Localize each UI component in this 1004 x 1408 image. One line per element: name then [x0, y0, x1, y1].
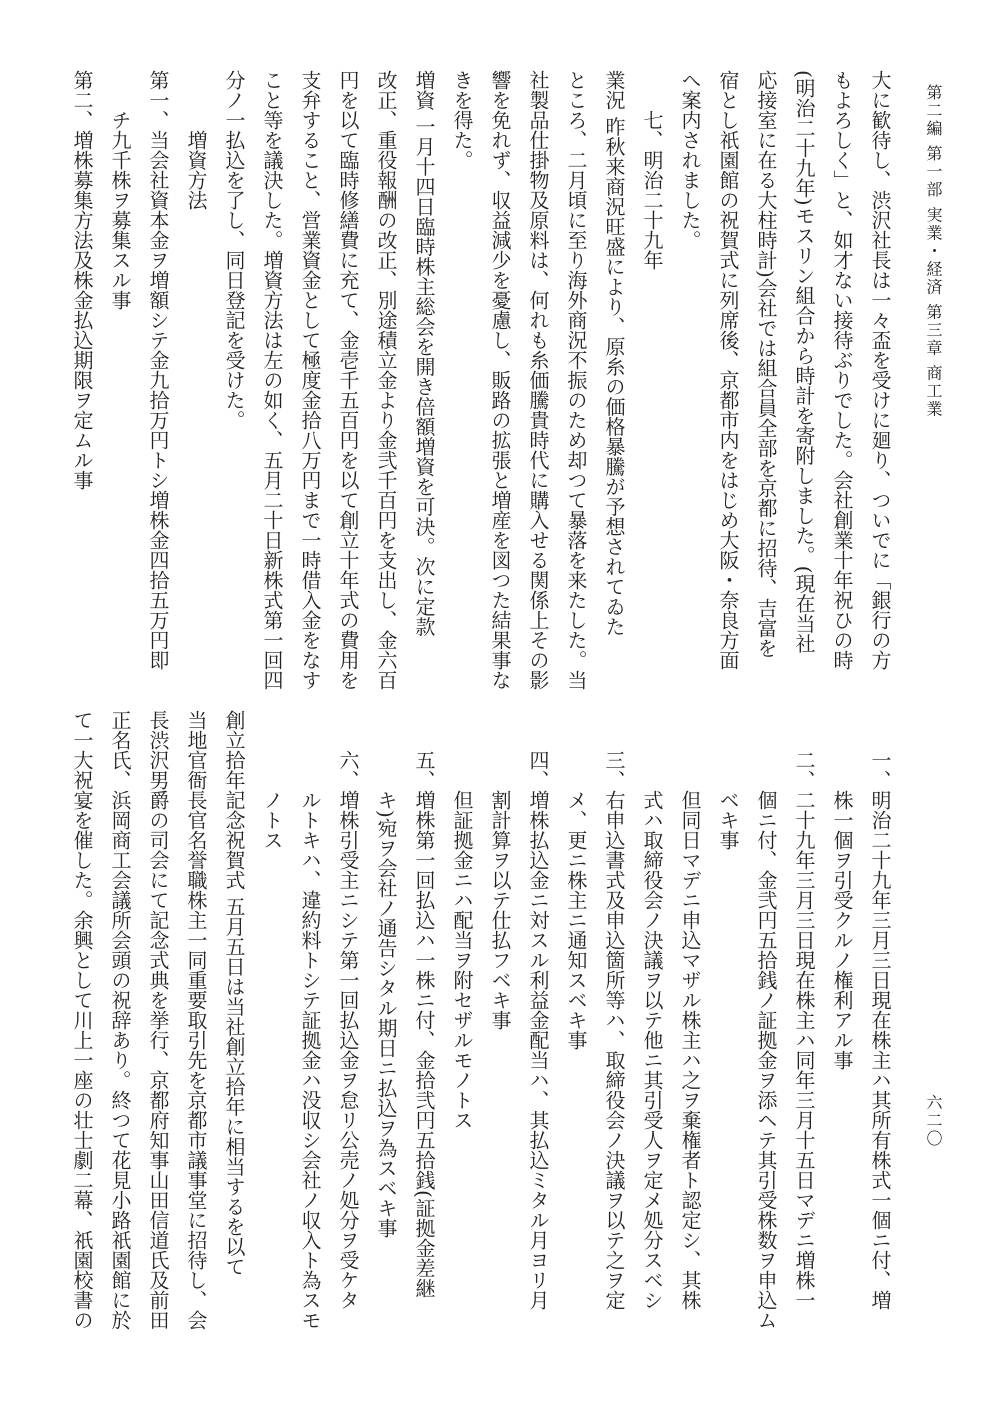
text-column: 業況 昨秋来商況旺盛により、原糸の価格暴騰が予想されてゐた — [602, 70, 626, 637]
text-column: こと等を議決した。増資方法は左の如く、五月二十日新株式第一回四 — [260, 70, 284, 690]
text-column: 社製品仕掛物及原料は、何れも糸価騰貴時代に購入せる関係上その影 — [526, 70, 550, 690]
text-column: 大に歓待し、渋沢社長は一々盃を受けに廻り、ついでに「銀行の方 — [868, 70, 892, 670]
text-column: 改正、重役報酬の改正、別途積立金より金弐千百円を支出し、金六百 — [374, 70, 398, 690]
text-column: キ)宛ヲ会社ノ通告シタル期日ニ払込ヲ為スベキ事 — [374, 790, 398, 1238]
text-column: ノトス — [260, 790, 284, 850]
text-column: ベキ事 — [716, 790, 740, 850]
text-column: 一、明治二十九年三月三日現在株主ハ其所有株式一個ニ付、増 — [868, 750, 892, 1310]
text-column: 四、増株払込金ニ対スル利益金配当ハ、其払込ミタル月ヨリ月 — [526, 750, 550, 1310]
text-column: 分ノ一払込を了し、同日登記を受けた。 — [222, 70, 246, 430]
text-column: 正名氏、浜岡商工会議所会頭の祝辞あり。終つて花見小路祇園館に於 — [108, 710, 132, 1330]
text-column: へ案内されました。 — [678, 70, 702, 250]
text-column: て一大祝宴を催した。余興として川上一座の壮士劇二幕、祇園校書の — [70, 710, 94, 1330]
text-column: 三、右申込書式及申込箇所等ハ、取締役会ノ決議ヲ以テ之ヲ定 — [602, 750, 626, 1310]
text-column: きを得た。 — [450, 70, 474, 170]
text-column: 二、二十九年三月三日現在株主ハ同年三月十五日マデニ増株一 — [792, 750, 816, 1310]
text-column: 五、増株第一回払込ハ一株ニ付、金拾弐円五拾銭(証拠金差継 — [412, 750, 436, 1298]
text-column: (明治二十九年)モスリン組合から時計を寄附しました。(現在当社 — [792, 70, 816, 654]
text-column: 但同日マデニ申込マザル株主ハ之ヲ棄権者ト認定シ、其株 — [678, 790, 702, 1310]
text-column: 円を以て臨時修繕費に充て、金壱千五百円を以て創立十年式の費用を — [336, 70, 360, 690]
text-column: 応接室に在る大柱時計)会社では組合員全部を京都に招待、吉富を — [754, 70, 778, 658]
text-column: 個ニ付、金弐円五拾銭ノ証拠金ヲ添ヘテ其引受株数ヲ申込ム — [754, 790, 778, 1330]
text-column: メ、更ニ株主ニ通知スベキ事 — [564, 790, 588, 1050]
text-column: 割計算ヲ以テ仕払フベキ事 — [488, 790, 512, 1030]
text-column: 式ハ取締役会ノ決議ヲ以テ他ニ其引受人ヲ定メ処分スベシ — [640, 790, 664, 1310]
page-number: 六二〇 — [924, 1094, 943, 1148]
text-column: 長渋沢男爵の司会にて記念式典を挙行、京都府知事山田信道氏及前田 — [146, 710, 170, 1330]
text-column: 第二、増株募集方法及株金払込期限ヲ定ムル事 — [70, 70, 94, 490]
section-heading: 七、明治二十九年 — [640, 110, 664, 270]
text-column: 宿とし祇園館の祝賀式に列席後、京都市内をはじめ大阪・奈良方面 — [716, 70, 740, 670]
text-column: 第一、当会社資本金ヲ増額シテ金九拾万円トシ増株金四拾五万円即 — [146, 70, 170, 670]
section-heading: 増資方法 — [184, 130, 208, 210]
text-column: チ九千株ヲ募集スル事 — [108, 110, 132, 310]
text-column: 当地官衙長官名誉職株主一同重要取引先を京都市議事堂に招待し、会 — [184, 710, 208, 1330]
text-column: ところ、二月頃に至り海外商況不振のため却つて暴落を来たした。当 — [564, 70, 588, 690]
text-column: 響を免れず、収益減少を憂慮し、販路の拡張と増産を図つた結果事な — [488, 70, 512, 690]
text-column: 但証拠金ニハ配当ヲ附セザルモノトス — [450, 790, 474, 1130]
text-column: 六、増株引受主ニシテ第一回払込金ヲ怠リ公売ノ処分ヲ受ケタ — [336, 750, 360, 1310]
text-column: 増資 一月十四日臨時株主総会を開き倍額増資を可決。次に定款 — [412, 70, 436, 637]
text-column: 支弁すること、営業資金として極度金拾八万円まで一時借入金をなす — [298, 70, 322, 690]
text-column: もよろしく」と、如才ない接待ぶりでした。会社創業十年祝ひの時 — [830, 70, 854, 670]
running-head: 第二編 第一部 実業・経済 第三章 商工業 — [924, 84, 943, 419]
text-column: ルトキハ、違約料トシテ証拠金ハ没収シ会社ノ収入ト為スモ — [298, 790, 322, 1330]
text-column: 創立拾年記念祝賀式 五月五日は当社創立拾年に相当するを以て — [222, 710, 246, 1277]
text-column: 株一個ヲ引受クルノ権利アル事 — [830, 790, 854, 1070]
